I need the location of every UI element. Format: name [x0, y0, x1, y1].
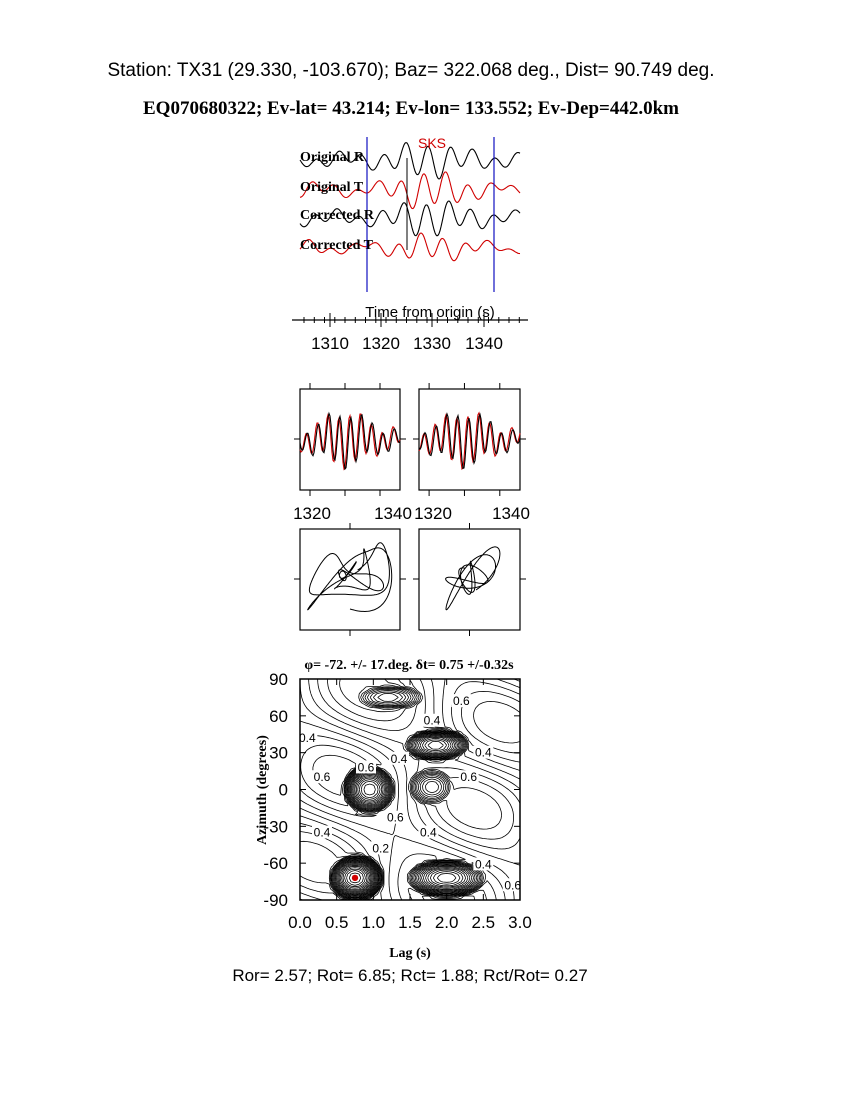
wf-left-tick-1320: 1320 — [293, 504, 331, 523]
azimuth-tick-label: 60 — [269, 706, 288, 726]
time-tick-label-1340: 1340 — [465, 334, 503, 353]
particle-box-corrected — [419, 529, 520, 630]
lag-tick-label: 0.5 — [324, 913, 349, 932]
corrected-waveform-r — [419, 414, 520, 468]
time-axis-label: Time from origin (s) — [365, 304, 495, 321]
grid-search-panel — [255, 658, 532, 961]
contour-label: 0.6 — [357, 760, 375, 775]
contour-label: 0.6 — [452, 694, 470, 709]
particle-motion-original — [308, 543, 392, 612]
azimuth-tick-label: 0 — [278, 780, 288, 800]
windowed-waveforms-panel — [293, 383, 530, 523]
lag-tick-label: 1.5 — [398, 913, 422, 932]
series-label-original-t: Original T — [300, 180, 364, 195]
lag-tick-label: 3.0 — [508, 913, 532, 932]
lag-tick-label: 2.0 — [434, 913, 459, 932]
time-tick-label-1330: 1330 — [413, 334, 451, 353]
contour-label: 0.2 — [372, 841, 390, 856]
contour-label: 0.4 — [313, 825, 331, 840]
lag-tick-label: 1.0 — [361, 913, 386, 932]
contour-label: 0.6 — [460, 770, 478, 785]
contour-label: 0.6 — [504, 878, 522, 893]
particle-motion-panel — [294, 523, 526, 636]
series-label-corrected-r: Corrected R — [300, 208, 374, 223]
phase-label: SKS — [417, 135, 447, 151]
particle-motion-original-curve — [308, 543, 392, 612]
lag-tick-label: 0.0 — [288, 913, 312, 932]
best-fit-marker — [352, 875, 358, 881]
station-info: Station: TX31 (29.330, -103.670); Baz= 322.068 deg., Dist= 90.749 deg. — [107, 60, 715, 81]
contour-label: 0.4 — [474, 857, 492, 872]
lag-tick-label: 2.5 — [471, 913, 496, 932]
azimuth-tick-label: -90 — [263, 891, 288, 910]
wf-right-tick-1340: 1340 — [492, 504, 530, 523]
wf-left-tick-1340: 1340 — [374, 504, 412, 523]
event-info: EQ070680322; Ev-lat= 43.214; Ev-lon= 133.552; Ev-Dep=442.0km — [143, 98, 679, 119]
time-tick-label-1310: 1310 — [311, 334, 349, 353]
particle-motion-corrected-curve — [446, 547, 500, 610]
series-label-corrected-t: Corrected T — [300, 238, 373, 253]
particle-motion-ticks — [294, 523, 526, 636]
particle-motion-corrected — [446, 547, 500, 610]
contour-label: 0.4 — [423, 713, 441, 728]
contour-label: 0.6 — [386, 810, 404, 825]
azimuth-axis-label: Azimuth (degrees) — [255, 735, 270, 845]
grid-search-title: φ= -72. +/- 17.deg. δt= 0.75 +/-0.32s — [304, 658, 514, 673]
lag-axis-label: Lag (s) — [389, 946, 431, 961]
series-label-original-r: Original R — [300, 150, 365, 165]
contour-label: 0.4 — [419, 825, 437, 840]
azimuth-tick-label: -30 — [263, 817, 288, 837]
contour-label: 0.6 — [313, 770, 331, 785]
particle-box-original — [300, 529, 400, 630]
contour-label: 0.4 — [298, 730, 316, 745]
azimuth-tick-label: 90 — [269, 670, 288, 689]
contour-label: 0.4 — [390, 751, 408, 766]
time-tick-label-1320: 1320 — [362, 334, 400, 353]
seismogram-panel — [292, 135, 528, 353]
contour-label: 0.4 — [474, 745, 492, 760]
waveform-traces-original — [300, 414, 400, 470]
waveform-ticks — [294, 383, 526, 496]
ratios-info: Ror= 2.57; Rot= 6.85; Rct= 1.88; Rct/Rot= 0.27 — [232, 966, 588, 985]
waveform-traces-corrected — [419, 413, 520, 469]
azimuth-tick-label: -60 — [263, 854, 288, 874]
lag-tick-labels — [288, 913, 532, 932]
azimuth-tick-label: 30 — [269, 743, 288, 763]
wf-right-tick-1320: 1320 — [414, 504, 452, 523]
